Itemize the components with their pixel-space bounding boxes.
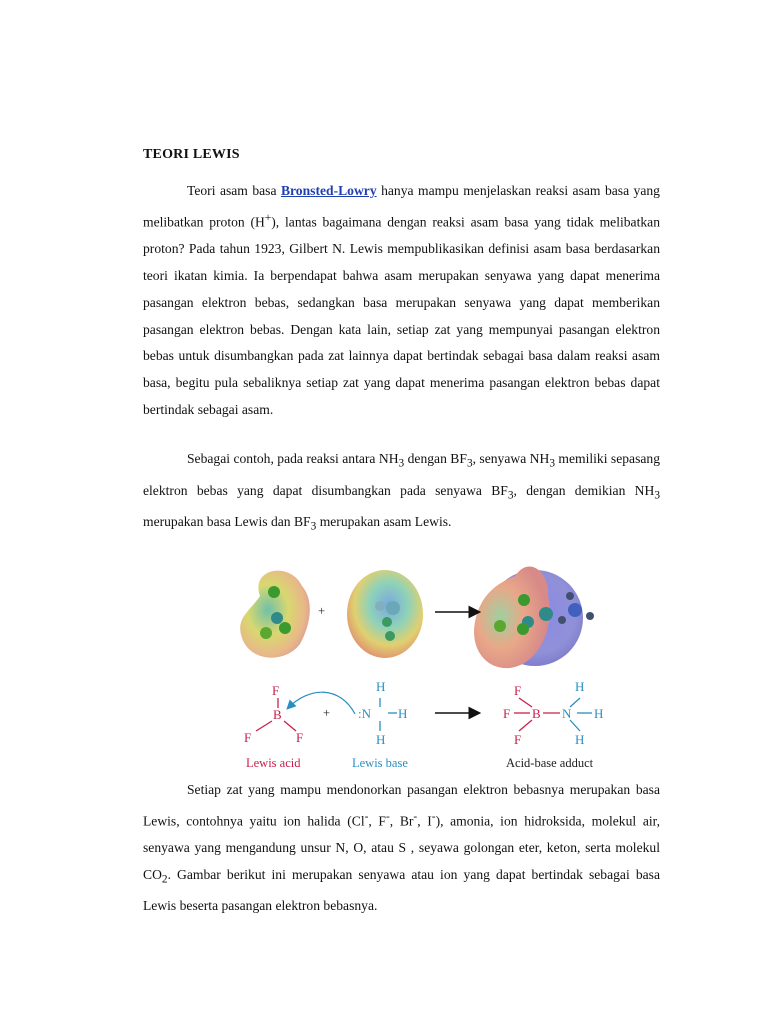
adduct-model (474, 566, 594, 668)
p2-text-6: merupakan basa Lewis dan BF (143, 514, 311, 530)
p3-sub-5: 2 (161, 873, 168, 886)
p2-sub-4: 3 (507, 489, 514, 502)
p2-text-4: memiliki sepasang elektron bebas yang dapat disumbangkan pada senyawa BF (143, 451, 660, 498)
adduct-f-bottom: F (514, 732, 522, 747)
nh3-h-top: H (376, 679, 386, 694)
p2-sub-5: 3 (654, 489, 660, 502)
adduct-h-bottom: H (575, 732, 585, 747)
p3-sup-4: - (431, 810, 436, 823)
nh3-n: :N (358, 706, 371, 721)
nh3-bonds (380, 698, 397, 731)
bf3-f-left: F (244, 730, 252, 745)
p3-text-1: Setiap zat yang mampu mendonorkan pasangan elektron bebasnya merupakan basa Lewis, contohnya yaitu ion halida (Cl (143, 782, 660, 829)
reaction-illustration (230, 556, 610, 776)
bf3-f-right: F (296, 730, 304, 745)
adduct-bonds-n (570, 698, 592, 731)
lewis-reaction-figure (230, 556, 610, 776)
p2-sub-6: 3 (310, 520, 317, 533)
paragraph-lewis-intro (143, 178, 660, 424)
p3-text-5: ), amonia, ion hidroksida, molekul air, senyawa yang mengandung unsur N, O, atau S , seyawa golongan eter, keton, serta molekul CO (143, 813, 661, 882)
page-title: TEORI LEWIS (143, 147, 240, 162)
nh3-h-bottom: H (376, 732, 386, 747)
label-lewis-acid: Lewis acid (246, 756, 301, 770)
p2-text-7: merupakan asam Lewis. (316, 514, 452, 530)
paragraph-lewis-bases (143, 777, 660, 920)
bf3-model (240, 571, 310, 658)
adduct-f-top: F (514, 683, 522, 698)
p2-sub-1: 3 (398, 457, 405, 470)
p2-sub-2: 3 (466, 457, 473, 470)
p3-sup-1: - (364, 810, 369, 823)
bf3-f-top: F (272, 683, 280, 698)
p2-text-5: , dengan demikian NH (513, 482, 655, 498)
p2-text-1: Sebagai contoh, pada reaksi antara NH (187, 451, 399, 466)
label-lewis-base: Lewis base (352, 756, 408, 770)
adduct-f-left: F (503, 706, 511, 721)
adduct-h-right: H (594, 706, 604, 721)
p2-sub-3: 3 (549, 457, 555, 470)
plus-sign-top: + (318, 604, 326, 618)
bf3-b: B (273, 707, 282, 722)
nh3-h-right: H (398, 706, 408, 721)
p3-sup-2: - (386, 810, 390, 823)
p3-text-2: , F (368, 813, 386, 829)
adduct-n: N (562, 706, 572, 721)
p3-text-6: . Gambar berikut ini merupakan senyawa atau ion yang dapat bertindak sebagai basa Lewis beserta pasangan elektron bebasnya. (143, 866, 660, 914)
paragraph-example (143, 446, 660, 541)
adduct-h-top: H (575, 679, 585, 694)
p2-text-3: , senyawa NH (472, 451, 550, 466)
p1-sup-plus: + (264, 211, 272, 224)
p3-text-4: , I (417, 813, 432, 829)
adduct-b: B (532, 706, 541, 721)
label-acid-base-adduct: Acid-base adduct (506, 756, 594, 770)
nh3-model (347, 570, 423, 658)
plus-sign-bottom: + (323, 706, 331, 720)
electron-pair-arrow (288, 692, 355, 714)
p1-text-c: ), lantas bagaimana dengan reaksi asam basa yang tidak melibatkan proton? Pada tahun 1923, Gilbert N. Lewis mempublikasikan definisi asam basa berdasarkan teori ikatan kimia. Ia berpendapat bahwa asam merupakan senyawa yang dapat menerima pasangan elektron bebas, sedangkan basa merupakan senyawa yang dapat memberikan pasangan elektron bebas. Dengan kata lain, setiap zat yang mempunyai pasangan elektron bebas untuk disumbangkan pada zat lainnya dapat bertindak sebagai basa dalam reaksi asam basa, begitu pula sebaliknya setiap zat yang dapat menerima pasangan elektron bebas dapat bertindak sebagai asam. (143, 214, 660, 417)
bronsted-lowry-link[interactable]: Bronsted-Lowry (280, 183, 377, 198)
p3-text-3: , Br (389, 813, 414, 829)
p3-sup-3: - (413, 810, 418, 823)
p2-text-2: dengan BF (404, 451, 467, 466)
p1-text-a: Teori asam basa (187, 183, 281, 198)
p1-text-b: hanya mampu menjelaskan reaksi asam basa yang melibatkan proton (H (143, 183, 660, 230)
